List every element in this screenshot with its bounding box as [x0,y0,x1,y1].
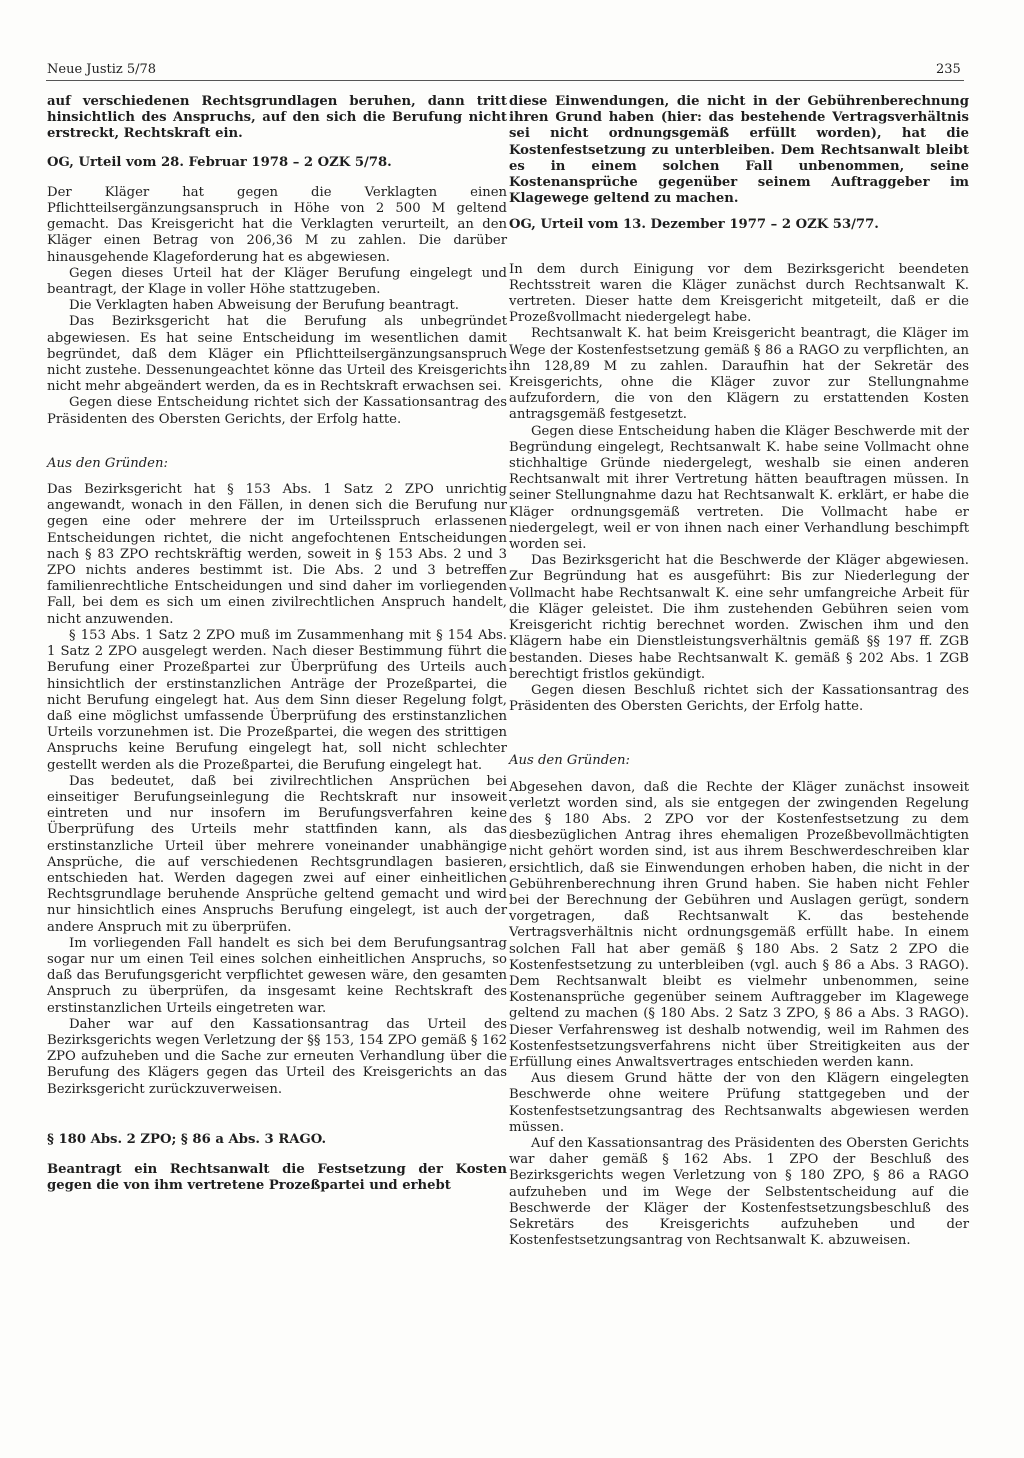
reasons-heading: Aus den Gründen: [47,455,168,471]
facts-paragraph: In dem durch Einigung vor dem Bezirksgericht beendeten Rechtsstreit waren die Kläger zunächst durch Rechtsanwalt K. vertreten. Dieser hatte dem Kreisgericht mitgeteilt, daß er die Prozeßvollmacht niedergelegt habe. [509,261,969,326]
case-citation: OG, Urteil vom 13. Dezember 1977 – 2 OZK 53/77. [509,217,879,233]
right-column [509,94,969,1249]
reasons-paragraph: § 153 Abs. 1 Satz 2 ZPO muß im Zusammenhang mit § 154 Abs. 1 Satz 2 ZPO ausgelegt werden. Nach dieser Bestimmung führt die Berufung einer Prozeßpartei zur Überprüfung des Urteils auch hinsichtlich der erstinstanzlichen Anträge der Prozeßpartei, die nicht Berufung eingelegt hat. Aus dem Sinn dieser Regelung folgt, daß eine möglichst umfassende Überprüfung des erstinstanzlichen Urteils vorzunehmen ist. Die Prozeßpartei, die wegen des strittigen Anspruchs keine Berufung eingelegt hat, soll nicht schlechter gestellt werden als die Prozeßpartei, die Berufung eingelegt hat. [47,627,507,773]
case-headnote: diese Einwendungen, die nicht in der Gebührenberechnung ihren Grund haben (hier: das bestehende Vertragsverhältnis sei nicht ordnungsgemäß erfüllt worden), hat die Kostenfestsetzung zu unterbleiben. Dem Rechtsanwalt bleibt es in einem solchen Fall unbenommen, seine Kostenansprüche gegenüber seinem Auftraggeber im Klagewege geltend zu machen. [509,94,969,207]
facts-paragraph: Rechtsanwalt K. hat beim Kreisgericht beantragt, die Kläger im Wege der Kostenfestsetzung gemäß § 86 a RAGO zu verpflichten, an ihn 128,89 M zu zahlen. Daraufhin hat der Sekretär des Kreisgerichts, ohne die Kläger zuvor zur Stellungnahme aufzufordern, die von den Klägern zu erstattenden Kosten antragsgemäß festgesetzt. [509,326,969,423]
reasons-paragraph: Aus diesem Grund hätte der von den Klägern eingelegten Beschwerde ohne weitere Prüfung stattgegeben und der Kostenfestsetzungsantrag des Rechtsanwalts abgewiesen werden müssen. [509,1071,969,1135]
reasons-paragraph: Auf den Kassationsantrag des Präsidenten des Obersten Gerichts war daher gemäß § 162 Abs. 1 ZPO der Beschluß des Bezirksgerichts wegen Verletzung von § 180 ZPO, § 86 a RAGO aufzuheben und im Wege der Selbstentscheidung auf die Beschwerde der Kläger der Kostenfestsetzungsbeschluß des Sekretärs des Kreisgerichts aufzuheben und der Kostenfestsetzungsantrag von Rechtsanwalt K. abzuweisen. [509,1135,969,1249]
facts-paragraph: Gegen dieses Urteil hat der Kläger Berufung eingelegt und beantragt, der Klage in voller Höhe stattzugeben. [47,265,507,298]
facts-paragraph: Das Bezirksgericht hat die Beschwerde der Kläger abgewiesen. Zur Begründung hat es ausgeführt: Bis zur Niederlegung der Vollmacht habe Rechtsanwalt K. eine sehr umfangreiche Arbeit für die Kläger geleistet. Die ihm zustehenden Gebühren seien vom Kreisgericht richtig berechnet worden. Zwischen ihm und den Klägern habe ein Dienstleistungsverhältnis gemäß §§ 197 ff. ZGB bestanden. Dieses habe Rechtsanwalt K. gemäß § 202 Abs. 1 ZGB berechtigt fristlos gekündigt. [509,553,969,682]
reasons-paragraph: Abgesehen davon, daß die Rechte der Kläger zunächst insoweit verletzt worden sind, als sie entgegen der zwingenden Regelung des § 180 Abs. 2 ZPO vor der Kostenfestsetzung zu dem diesbezüglichen Antrag ihres ehemaligen Prozeßbevollmächtigten nicht gehört worden sind, ist aus ihrem Beschwerdeschreiben klar ersichtlich, daß sie Einwendungen erhoben haben, die nicht in der Gebührenberechnung ihren Grund haben. Sie haben nicht Fehler bei der Berechnung der Gebühren und Auslagen gerügt, sondern vorgetragen, daß Rechtsanwalt K. das bestehende Vertragsverhältnis nicht ordnungsgemäß erfüllt habe. In einem solchen Fall hat aber gemäß § 180 Abs. 2 Satz 2 ZPO die Kostenfestsetzung zu unterbleiben (vgl. auch § 86 a Abs. 3 RAGO). Dem Rechtsanwalt bleibt es vielmehr unbenommen, seine Kostenansprüche gegenüber seinem Auftraggeber im Klagewege geltend zu machen (§ 180 Abs. 2 Satz 3 ZPO, § 86 a Abs. 3 RAGO). Dieser Verfahrensweg ist deshalb notwendig, weil im Rahmen des Kostenfestsetzungsverfahrens nicht über Streitigkeiten aus der Erfüllung eines Anwaltsvertrages entschieden werden kann. [509,779,969,1070]
second-case-heading: § 180 Abs. 2 ZPO; § 86 a Abs. 3 RAGO. [47,1131,327,1147]
facts-paragraph: Das Bezirksgericht hat die Berufung als unbegründet abgewiesen. Es hat seine Entscheidung im wesentlichen damit begründet, daß dem Kläger ein Pflichtteilsergänzungsanspruch nicht zustehe. Dessenungeachtet könne das Urteil des Kreisgerichts nicht mehr abgeändert werden, da es in Rechtskraft erwachsen sei. [47,314,507,395]
facts-paragraph: Gegen diese Entscheidung haben die Kläger Beschwerde mit der Begründung eingelegt, Rechtsanwalt K. habe seine Vollmacht ohne stichhaltige Gründe niedergelegt, weshalb sie einen anderen Rechtsanwalt mit ihrer Vertretung hätten beauftragen müssen. In seiner Stellungnahme dazu hat Rechtsanwalt K. erklärt, er habe die Kläger ordnungsgemäß vertreten. Die Vollmacht habe er niedergelegt, weil er von ihnen nach einer Verhandlung beschimpft worden sei. [509,423,969,553]
facts-paragraph: Die Verklagten haben Abweisung der Berufung beantragt. [69,298,459,314]
reasons-paragraph: Daher war auf den Kassationsantrag das Urteil des Bezirksgerichts wegen Verletzung der §§ 153, 154 ZPO gemäß § 162 ZPO aufzuheben und die Sache zur erneuten Verhandlung über die Berufung des Klägers gegen das Urteil des Kreisgerichts an das Bezirksgericht zurückzuverweisen. [47,1016,507,1097]
left-column [47,94,507,1194]
reasons-heading: Aus den Gründen: [509,753,630,769]
facts-paragraph: Gegen diese Entscheidung richtet sich der Kassationsantrag des Präsidenten des Obersten Gerichts, der Erfolg hatte. [47,395,507,427]
page-number: 235 [936,62,961,77]
reasons-paragraph: Das Bezirksgericht hat § 153 Abs. 1 Satz 2 ZPO unrichtig angewandt, wonach in den Fällen, in denen sich die Berufung nur gegen eine oder mehrere der im Urteilsspruch erlassenen Entscheidungen richtet, die nicht angefochtenen Entscheidungen nach § 83 ZPO rechtskräftig werden, soweit in § 153 Abs. 2 und 3 ZPO nichts anderes bestimmt ist. Die Abs. 2 und 3 betreffen familienrechtliche Entscheidungen und sind daher im vorliegenden Fall, bei dem es sich um einen zivilrechtlichen Anspruch handelt, nicht anzuwenden. [47,482,507,627]
facts-paragraph: Der Kläger hat gegen die Verklagten einen Pflichtteilsergänzungsanspruch in Höhe von 2 500 M geltend gemacht. Das Kreisgericht hat die Verklagten verurteilt, an den Kläger einen Betrag von 206,36 M zu zahlen. Die darüber hinausgehende Klageforderung hat es abgewiesen. [47,184,507,265]
case-citation: OG, Urteil vom 28. Februar 1978 – 2 OZK 5/78. [47,154,392,170]
facts-paragraph: Gegen diesen Beschluß richtet sich der Kassationsantrag des Präsidenten des Obersten Gerichts, der Erfolg hatte. [509,682,969,715]
journal-title: Neue Justiz 5/78 [47,62,157,77]
case-headnote-end: auf verschiedenen Rechtsgrundlagen beruhen, dann tritt hinsichtlich des Anspruchs, auf den sich die Berufung nicht erstreckt, Rechtskraft ein. [47,94,507,142]
reasons-paragraph: Das bedeutet, daß bei zivilrechtlichen Ansprüchen bei einseitiger Berufungseinlegung die Rechtskraft nur insoweit eintreten und nur insofern im Berufungsverfahren keine Überprüfung des Urteils mehr stattfinden kann, als das erstinstanzliche Urteil über mehrere voneinander unabhängige Ansprüche, die auf verschiedenen Rechtsgrundlagen basieren, entschieden hat. Werden dagegen zwei auf einer einheitlichen Rechtsgrundlage beruhende Ansprüche geltend gemacht und wird nur hinsichtlich eines Anspruchs Berufung eingelegt, ist auch der andere Anspruch mit zu überprüfen. [47,773,507,935]
reasons-paragraph: Im vorliegenden Fall handelt es sich bei dem Berufungsantrag sogar nur um einen Teil eines solchen einheitlichen Anspruchs, so daß das Berufungsgericht verpflichtet gewesen wäre, den gesamten Anspruch zu überprüfen, da insgesamt keine Rechtskraft des erstinstanzlichen Urteils eingetreten war. [47,935,507,1016]
second-case-headnote: Beantragt ein Rechtsanwalt die Festsetzung der Kosten gegen die von ihm vertretene Prozeßpartei und erhebt [47,1161,507,1194]
header-rule [46,80,964,81]
